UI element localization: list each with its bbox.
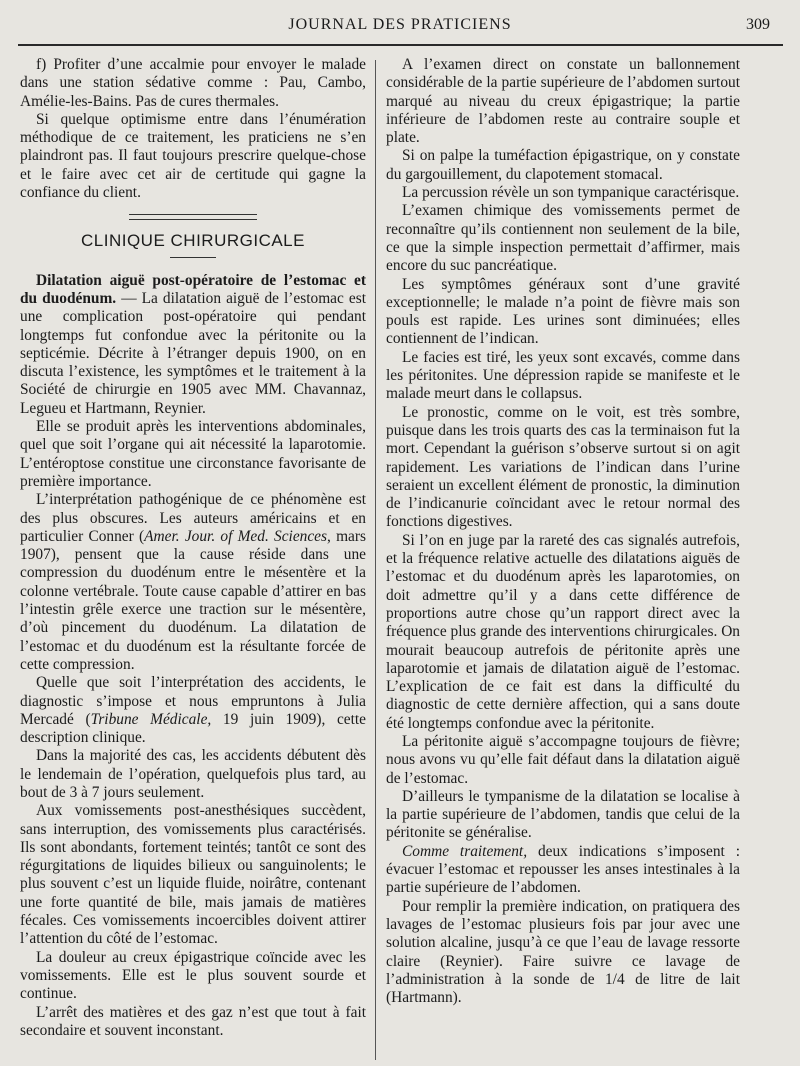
body-paragraph: Elle se produit après les interventions abdominales, quel que soit l’organe qui ait nécessité la laparotomie. L’entéroptose constitue une circonstance favorisante de première importance. [20, 418, 366, 490]
treatment-paragraph [386, 843, 740, 898]
body-paragraph: La péritonite aiguë s’accompagne toujours de fièvre; nous avons vu qu’elle fait défaut dans la dilatation aiguë de l’estomac. [386, 732, 740, 787]
header-rule [18, 44, 783, 46]
body-paragraph: Pour remplir la première indication, on pratiquera des lavages de l’estomac plusieurs fois par jour avec une solution alcaline, jusqu’à ce que l’eau de lavage ressorte claire (Reynier). Faire suivre ce lavage de l’administration à la sonde de 1/4 de litre de lait (Hartmann). [386, 897, 740, 1007]
citation: Tribune Médicale, [90, 710, 212, 728]
body-paragraph-mercade [20, 674, 366, 747]
body-paragraph: Les symptômes généraux sont d’une gravité exceptionnelle; le malade n’a point de fièvre mais son pouls est rapide. Les urines sont diminuées; elles contiennent de l’indican. [386, 275, 740, 348]
body-paragraph-conner [20, 491, 366, 674]
body-paragraph: Si l’on en juge par la rareté des cas signalés autrefois, et la fréquence relative actuelle des dilatations aiguës de l’estomac et du duodénum après les laparotomies, on doit admettre qu’il y a dans cette différence de proportions autre chose qu’un rapport direct avec la fréquence plus grande des interventions chirurgicales. On mourait beaucoup autrefois de péritonite après une laparotomie et jamais de dilatation aiguë de l’estomac. L’explication de ce fait est dans la difficulté du diagnostic de cette dernière affection, qui a sans doute été longtemps confondue avec la péritonite. [386, 531, 741, 732]
body-paragraph: La percussion révèle un son tympanique caractérisque. [402, 184, 740, 202]
title-underline [170, 257, 216, 258]
journal-title: JOURNAL DES PRATICIENS [288, 16, 512, 33]
body-paragraph: D’ailleurs le tympanisme de la dilatation se localise à la partie supérieure de l’abdomen, tandis que celui de la péritonite se généralise. [386, 787, 740, 842]
intro-paragraph: f) Profiter d’une accalmie pour envoyer le malade dans une station sédative comme : Pau, Cambo, Amélie-les-Bains. Pas de cures thermales. [20, 56, 366, 110]
right-column [386, 56, 740, 1007]
citation: Amer. Jour. of Med. Sciences [144, 527, 327, 545]
body-paragraph: Le facies est tiré, les yeux sont excavés, comme dans les péritonites. Une dépression rapide se manifeste et le malade meurt dans le collapsus. [386, 348, 740, 403]
body-paragraph: L’examen chimique des vomissements permet de reconnaître qu’ils contiennent non seulement de la bile, ce que la simple inspection permettait d’affirmer, mais encore du suc pancréatique. [386, 202, 740, 275]
body-paragraph: Dans la majorité des cas, les accidents débutent dès le lendemain de l’opération, quelquefois plus tard, au bout de 3 à 7 jours seulement. [20, 747, 366, 801]
body-paragraph: Aux vomissements post-anesthésiques succèdent, sans interruption, des vomissements plus caractérisés. Ils sont abondants, fortement teintés; tantôt ce sont des régurgitations de liquides bilieux ou sanguinolents; le plus souvent c’est un liquide fluide, noirâtre, contenant une forte quantité de bile, mais jamais de matières fécales. Ces vomissements incoercibles doivent attirer l’attention du côté de l’estomac. [20, 802, 366, 948]
intro-paragraph: Si quelque optimisme entre dans l’énumération méthodique de ce traitement, les praticiens ne s’en plaindront pas. Il faut toujours prescrire quelque-chose et le faire avec cet air de certitude qui gagne la confiance du client. [20, 110, 366, 202]
body-paragraph: Le pronostic, comme on le voit, est très sombre, puisque dans les trois quarts des cas la terminaison fut la mort. Cependant la guérison s’observe surtout si on agit rapidement. Les variations de l’indican dans l’urine seraient un excellent élément de pronostic, la diminution de l’indicanurie coïncidant avec le retour normal des fonctions digestives. [386, 403, 740, 531]
text-span: Quelle que soit l’interprétation des accidents, le diagnostic s’impose et nous empruntons à Julia Mercadé ( [20, 674, 366, 728]
text-span: L’interprétation pathogénique de ce phénomène est des plus obscures. Les auteurs américains et en particulier Conner ( [20, 491, 366, 545]
article-title: Dilatation aiguë post-opératoire de l’estomac et du duodénum. [20, 271, 366, 307]
article-first-text: — La dilatation aiguë de l’estomac est une complication post-opératoire qui pendant longtemps fut confondue avec la péritonite ou la septicémie. Décrite à l’étranger depuis 1900, on en discuta l’existence, les symptômes et le traitement à la Société de chirurgie en 1905 avec MM. Chavannaz, Legueu et Hartmann, Reynier. [20, 289, 366, 417]
treatment-label: Comme traitement, [402, 842, 528, 860]
page-header [0, 14, 800, 44]
page-number: 309 [746, 16, 770, 33]
text-span: , mars 1907), pensent que la cause réside dans une compression du duodénum entre le mésentère et la colonne vertébrale. Toute cause capable d’attirer en bas l’intestin grêle exerce une traction sur le mésentère, d’où pincement du duodénum. La dilatation de l’estomac et du duodénum est la résultante forcée de cette compression. [20, 527, 366, 673]
treatment-text: deux indications s’imposent : évacuer l’estomac et repousser les anses intestinales à la partie supérieure de l’abdomen. [386, 842, 740, 897]
article-first-paragraph [20, 272, 366, 418]
body-paragraph: La douleur au creux épigastrique coïncide avec les vomissements. Elle est le plus souvent sourde et continue. [20, 948, 366, 1003]
body-paragraph: L’arrêt des matières et des gaz n’est que tout à fait secondaire et souvent inconstant. [20, 1003, 366, 1039]
text-span: 19 juin 1909), cette description clinique. [20, 710, 366, 747]
body-paragraph: A l’examen direct on constate un ballonnement considérable de la partie supérieure de l’abdomen surtout marqué au niveau du creux épigastrique; la partie inférieure de l’abdomen reste au contraire souple et plate. [386, 56, 740, 147]
column-divider [375, 60, 376, 1060]
body-paragraph: Si on palpe la tuméfaction épigastrique, on y constate du gargouillement, du clapotement stomacal. [386, 147, 740, 183]
section-title: CLINIQUE CHIRURGICALE [81, 231, 305, 251]
left-column [20, 56, 366, 1040]
section-separator [129, 214, 257, 220]
